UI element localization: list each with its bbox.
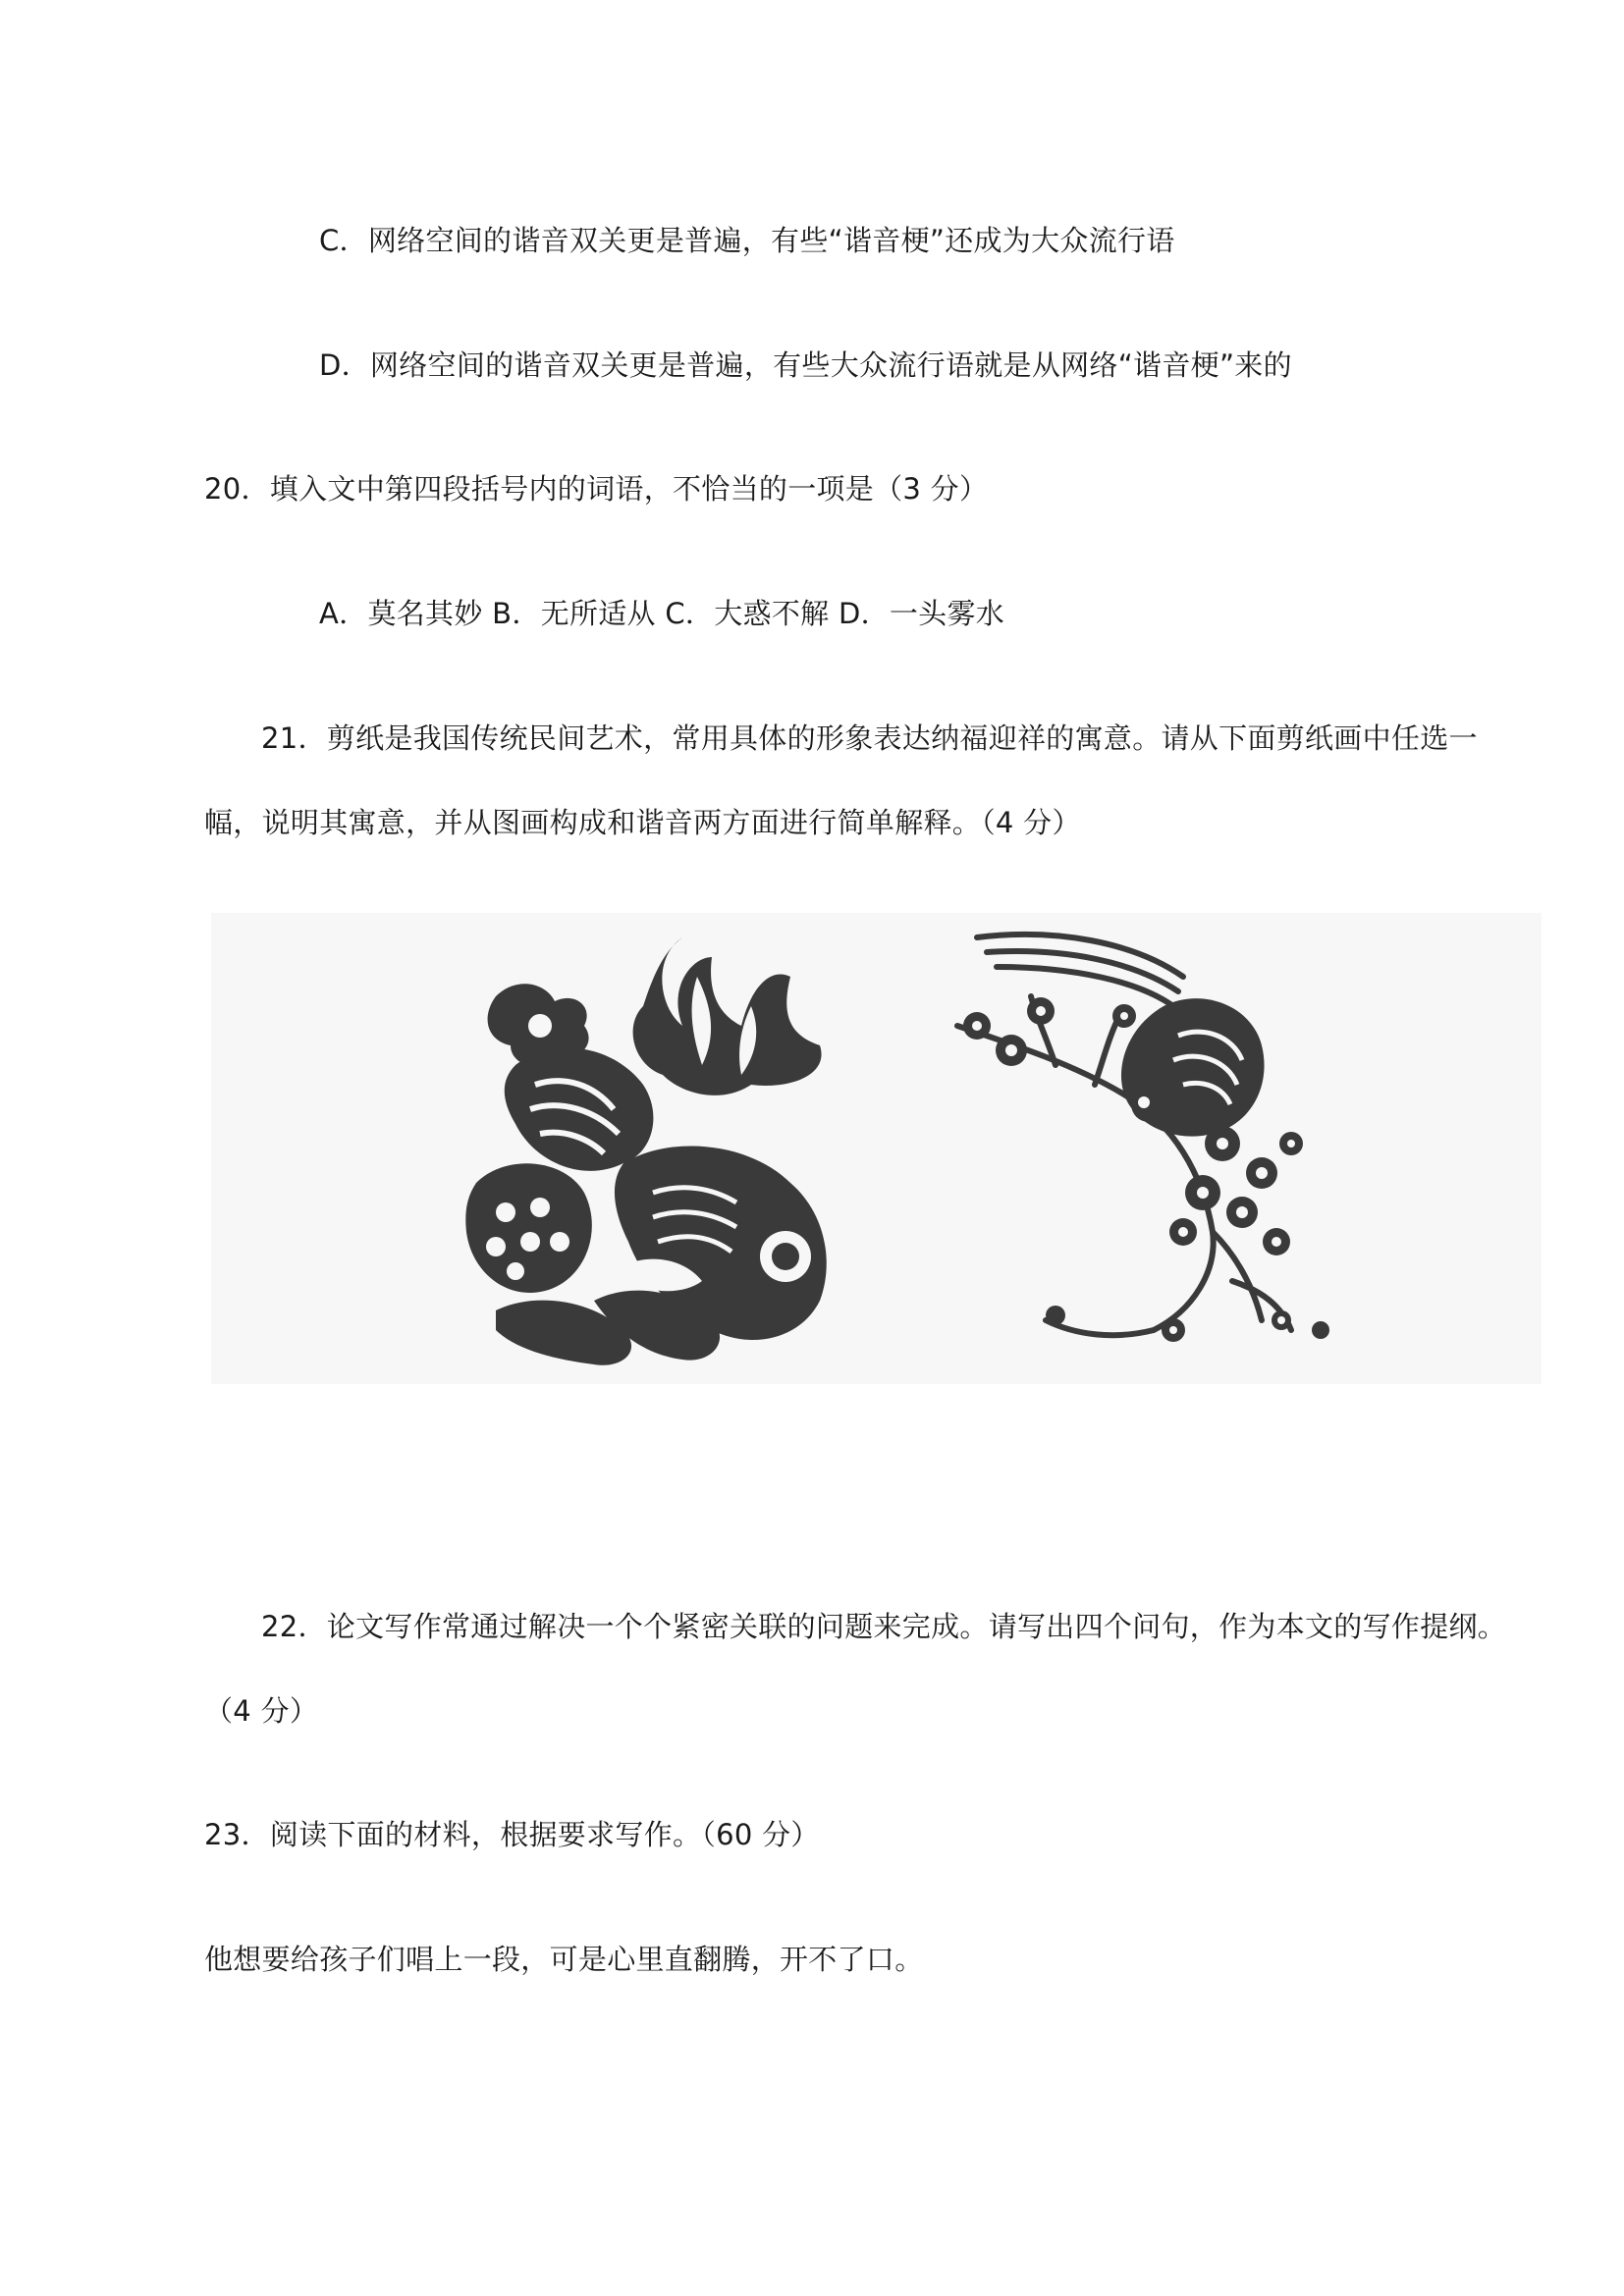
q20-stem: 20．填入文中第四段括号内的词语，不恰当的一项是（3 分）: [204, 472, 989, 506]
q22-stem-line-1: 22．论文写作常通过解决一个个紧密关联的问题来完成。请写出四个问句，作为本文的写作提纲。: [261, 1610, 1507, 1643]
paper-cut-figures: [211, 913, 1542, 1384]
q22-stem-line-2: （4 分）: [204, 1694, 319, 1728]
q20-options: A．莫名其妙 B．无所适从 C．大惑不解 D．一头雾水: [319, 597, 1005, 630]
q19-option-d: D．网络空间的谐音双关更是普遍，有些大众流行语就是从网络“谐音梗”来的: [319, 348, 1292, 382]
q23-stem: 23．阅读下面的材料，根据要求写作。（60 分）: [204, 1818, 820, 1851]
q21-stem-line-1: 21．剪纸是我国传统民间艺术，常用具体的形象表达纳福迎祥的寓意。请从下面剪纸画中任选一: [261, 721, 1478, 755]
magpie-plum-paper-cut-image: [938, 918, 1360, 1379]
q19-option-c: C．网络空间的谐音双关更是普遍，有些“谐音梗”还成为大众流行语: [319, 224, 1175, 257]
q23-material: 他想要给孩子们唱上一段，可是心里直翻腾，开不了口。: [204, 1943, 924, 1976]
q21-stem-line-2: 幅，说明其寓意，并从图画构成和谐音两方面进行简单解释。（4 分）: [204, 806, 1081, 839]
lotus-fish-paper-cut-image: [457, 918, 869, 1379]
